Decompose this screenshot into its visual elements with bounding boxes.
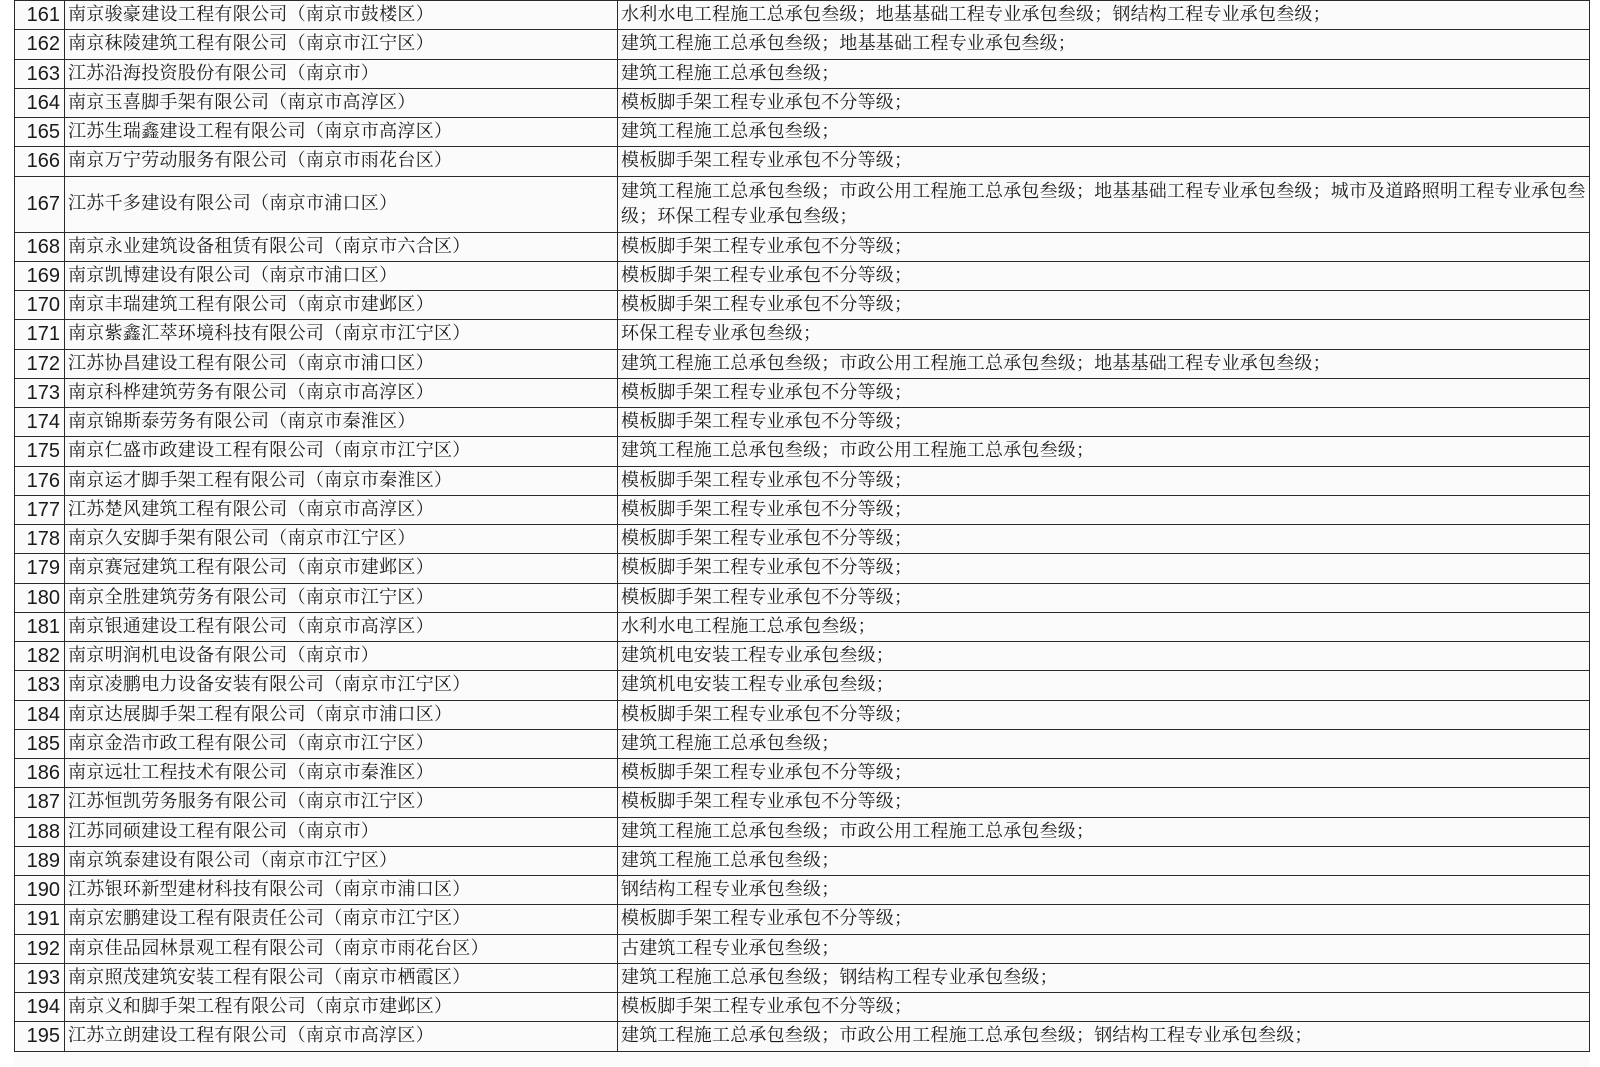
row-number: 165 — [15, 118, 65, 147]
row-number: 168 — [15, 232, 65, 261]
company-name: 江苏楚风建筑工程有限公司（南京市高淳区） — [65, 495, 618, 524]
company-name: 南京义和脚手架工程有限公司（南京市建邺区） — [65, 993, 618, 1022]
row-number: 161 — [15, 1, 65, 30]
table-row — [15, 905, 1590, 934]
company-name: 南京赛冠建筑工程有限公司（南京市建邺区） — [65, 554, 618, 583]
table-row — [15, 846, 1590, 875]
row-number: 181 — [15, 612, 65, 641]
row-number: 178 — [15, 525, 65, 554]
row-number: 188 — [15, 817, 65, 846]
qualification: 建筑工程施工总承包叁级； — [618, 118, 1590, 147]
table-row — [15, 495, 1590, 524]
company-name: 南京佳品园林景观工程有限公司（南京市雨花台区） — [65, 934, 618, 963]
row-number: 169 — [15, 261, 65, 290]
row-number: 170 — [15, 291, 65, 320]
row-number: 182 — [15, 642, 65, 671]
qualification: 模板脚手架工程专业承包不分等级； — [618, 88, 1590, 117]
table-row — [15, 993, 1590, 1022]
qualification: 模板脚手架工程专业承包不分等级； — [618, 147, 1590, 176]
table-row — [15, 934, 1590, 963]
qualification: 水利水电工程施工总承包叁级； — [618, 612, 1590, 641]
row-number: 166 — [15, 147, 65, 176]
qualification: 水利水电工程施工总承包叁级；地基基础工程专业承包叁级；钢结构工程专业承包叁级； — [618, 1, 1590, 30]
table-row — [15, 1, 1590, 30]
qualification: 模板脚手架工程专业承包不分等级； — [618, 378, 1590, 407]
company-name: 江苏银环新型建材科技有限公司（南京市浦口区） — [65, 876, 618, 905]
qualification: 模板脚手架工程专业承包不分等级； — [618, 408, 1590, 437]
qualification: 建筑机电安装工程专业承包叁级； — [618, 642, 1590, 671]
table-body — [15, 1, 1590, 1052]
company-name: 南京达展脚手架工程有限公司（南京市浦口区） — [65, 700, 618, 729]
table-row — [15, 232, 1590, 261]
table-row — [15, 817, 1590, 846]
row-number: 191 — [15, 905, 65, 934]
qualification: 模板脚手架工程专业承包不分等级； — [618, 554, 1590, 583]
company-name: 南京筑泰建设有限公司（南京市江宁区） — [65, 846, 618, 875]
qualification: 建筑工程施工总承包叁级； — [618, 59, 1590, 88]
table-row — [15, 349, 1590, 378]
qualification: 模板脚手架工程专业承包不分等级； — [618, 291, 1590, 320]
table-row — [15, 176, 1590, 232]
table-row — [15, 700, 1590, 729]
table-row — [15, 30, 1590, 59]
qualification: 建筑机电安装工程专业承包叁级； — [618, 671, 1590, 700]
company-name: 南京照茂建筑安装工程有限公司（南京市栖霞区） — [65, 963, 618, 992]
table-row — [15, 320, 1590, 349]
row-number: 163 — [15, 59, 65, 88]
table-row — [15, 876, 1590, 905]
qualification: 模板脚手架工程专业承包不分等级； — [618, 232, 1590, 261]
row-number: 176 — [15, 466, 65, 495]
company-name: 南京玉喜脚手架有限公司（南京市高淳区） — [65, 88, 618, 117]
company-name: 江苏生瑞鑫建设工程有限公司（南京市高淳区） — [65, 118, 618, 147]
company-name: 南京全胜建筑劳务有限公司（南京市江宁区） — [65, 583, 618, 612]
row-number: 177 — [15, 495, 65, 524]
row-number: 173 — [15, 378, 65, 407]
company-name: 江苏恒凯劳务服务有限公司（南京市江宁区） — [65, 788, 618, 817]
company-name: 南京金浩市政工程有限公司（南京市江宁区） — [65, 729, 618, 758]
company-name: 南京久安脚手架有限公司（南京市江宁区） — [65, 525, 618, 554]
row-number: 195 — [15, 1022, 65, 1051]
row-number: 186 — [15, 759, 65, 788]
qualification: 古建筑工程专业承包叁级； — [618, 934, 1590, 963]
table-row — [15, 59, 1590, 88]
company-name: 南京永业建筑设备租赁有限公司（南京市六合区） — [65, 232, 618, 261]
table-row — [15, 408, 1590, 437]
company-name: 江苏协昌建设工程有限公司（南京市浦口区） — [65, 349, 618, 378]
row-number: 194 — [15, 993, 65, 1022]
company-name: 南京万宁劳动服务有限公司（南京市雨花台区） — [65, 147, 618, 176]
table-row — [15, 671, 1590, 700]
row-number: 183 — [15, 671, 65, 700]
qualification: 模板脚手架工程专业承包不分等级； — [618, 700, 1590, 729]
qualification: 建筑工程施工总承包叁级；地基基础工程专业承包叁级； — [618, 30, 1590, 59]
row-number: 164 — [15, 88, 65, 117]
qualification: 建筑工程施工总承包叁级；市政公用工程施工总承包叁级；钢结构工程专业承包叁级； — [618, 1022, 1590, 1051]
table-row — [15, 1022, 1590, 1051]
qualification-table — [14, 0, 1590, 1052]
company-name: 南京秣陵建筑工程有限公司（南京市江宁区） — [65, 30, 618, 59]
table-row — [15, 437, 1590, 466]
row-number: 192 — [15, 934, 65, 963]
qualification: 建筑工程施工总承包叁级； — [618, 846, 1590, 875]
row-number: 179 — [15, 554, 65, 583]
company-name: 江苏立朗建设工程有限公司（南京市高淳区） — [65, 1022, 618, 1051]
table-row — [15, 759, 1590, 788]
table-row — [15, 291, 1590, 320]
row-number: 180 — [15, 583, 65, 612]
qualification: 模板脚手架工程专业承包不分等级； — [618, 788, 1590, 817]
company-name: 南京骏豪建设工程有限公司（南京市鼓楼区） — [65, 1, 618, 30]
qualification: 模板脚手架工程专业承包不分等级； — [618, 759, 1590, 788]
company-name: 江苏沿海投资股份有限公司（南京市） — [65, 59, 618, 88]
row-number: 175 — [15, 437, 65, 466]
row-number: 187 — [15, 788, 65, 817]
qualification: 建筑工程施工总承包叁级；市政公用工程施工总承包叁级；地基基础工程专业承包叁级； — [618, 349, 1590, 378]
table-row — [15, 612, 1590, 641]
company-name: 南京丰瑞建筑工程有限公司（南京市建邺区） — [65, 291, 618, 320]
row-number: 189 — [15, 846, 65, 875]
table-row — [15, 118, 1590, 147]
qualification: 模板脚手架工程专业承包不分等级； — [618, 261, 1590, 290]
table-row — [15, 963, 1590, 992]
table-row — [15, 466, 1590, 495]
row-number: 190 — [15, 876, 65, 905]
table-row — [15, 788, 1590, 817]
row-number: 174 — [15, 408, 65, 437]
table-row — [15, 525, 1590, 554]
table-row — [15, 554, 1590, 583]
row-number: 172 — [15, 349, 65, 378]
company-name: 南京锦斯泰劳务有限公司（南京市秦淮区） — [65, 408, 618, 437]
document-page — [14, 0, 1590, 1067]
company-name: 南京明润机电设备有限公司（南京市） — [65, 642, 618, 671]
row-number: 184 — [15, 700, 65, 729]
qualification: 模板脚手架工程专业承包不分等级； — [618, 905, 1590, 934]
table-row — [15, 88, 1590, 117]
company-name: 南京运才脚手架工程有限公司（南京市秦淮区） — [65, 466, 618, 495]
row-number: 167 — [15, 176, 65, 232]
company-name: 南京宏鹏建设工程有限责任公司（南京市江宁区） — [65, 905, 618, 934]
company-name: 南京远壮工程技术有限公司（南京市秦淮区） — [65, 759, 618, 788]
qualification: 建筑工程施工总承包叁级； — [618, 729, 1590, 758]
qualification: 环保工程专业承包叁级； — [618, 320, 1590, 349]
company-name: 南京凌鹏电力设备安装有限公司（南京市江宁区） — [65, 671, 618, 700]
row-number: 171 — [15, 320, 65, 349]
qualification: 模板脚手架工程专业承包不分等级； — [618, 993, 1590, 1022]
qualification: 模板脚手架工程专业承包不分等级； — [618, 495, 1590, 524]
table-row — [15, 729, 1590, 758]
table-row — [15, 147, 1590, 176]
qualification: 建筑工程施工总承包叁级；钢结构工程专业承包叁级； — [618, 963, 1590, 992]
qualification: 模板脚手架工程专业承包不分等级； — [618, 466, 1590, 495]
table-row — [15, 583, 1590, 612]
company-name: 江苏千多建设有限公司（南京市浦口区） — [65, 176, 618, 232]
row-number: 185 — [15, 729, 65, 758]
row-number: 193 — [15, 963, 65, 992]
table-row — [15, 642, 1590, 671]
company-name: 南京科桦建筑劳务有限公司（南京市高淳区） — [65, 378, 618, 407]
qualification: 建筑工程施工总承包叁级；市政公用工程施工总承包叁级；地基基础工程专业承包叁级；城市及道路照明工程专业承包叁级；环保工程专业承包叁级； — [618, 176, 1590, 232]
qualification: 建筑工程施工总承包叁级；市政公用工程施工总承包叁级； — [618, 437, 1590, 466]
company-name: 南京紫鑫汇萃环境科技有限公司（南京市江宁区） — [65, 320, 618, 349]
row-number: 162 — [15, 30, 65, 59]
company-name: 南京凯博建设有限公司（南京市浦口区） — [65, 261, 618, 290]
qualification: 建筑工程施工总承包叁级；市政公用工程施工总承包叁级； — [618, 817, 1590, 846]
qualification: 钢结构工程专业承包叁级； — [618, 876, 1590, 905]
company-name: 南京银通建设工程有限公司（南京市高淳区） — [65, 612, 618, 641]
qualification: 模板脚手架工程专业承包不分等级； — [618, 583, 1590, 612]
table-row — [15, 378, 1590, 407]
company-name: 南京仁盛市政建设工程有限公司（南京市江宁区） — [65, 437, 618, 466]
qualification: 模板脚手架工程专业承包不分等级； — [618, 525, 1590, 554]
table-row — [15, 261, 1590, 290]
company-name: 江苏同硕建设工程有限公司（南京市） — [65, 817, 618, 846]
